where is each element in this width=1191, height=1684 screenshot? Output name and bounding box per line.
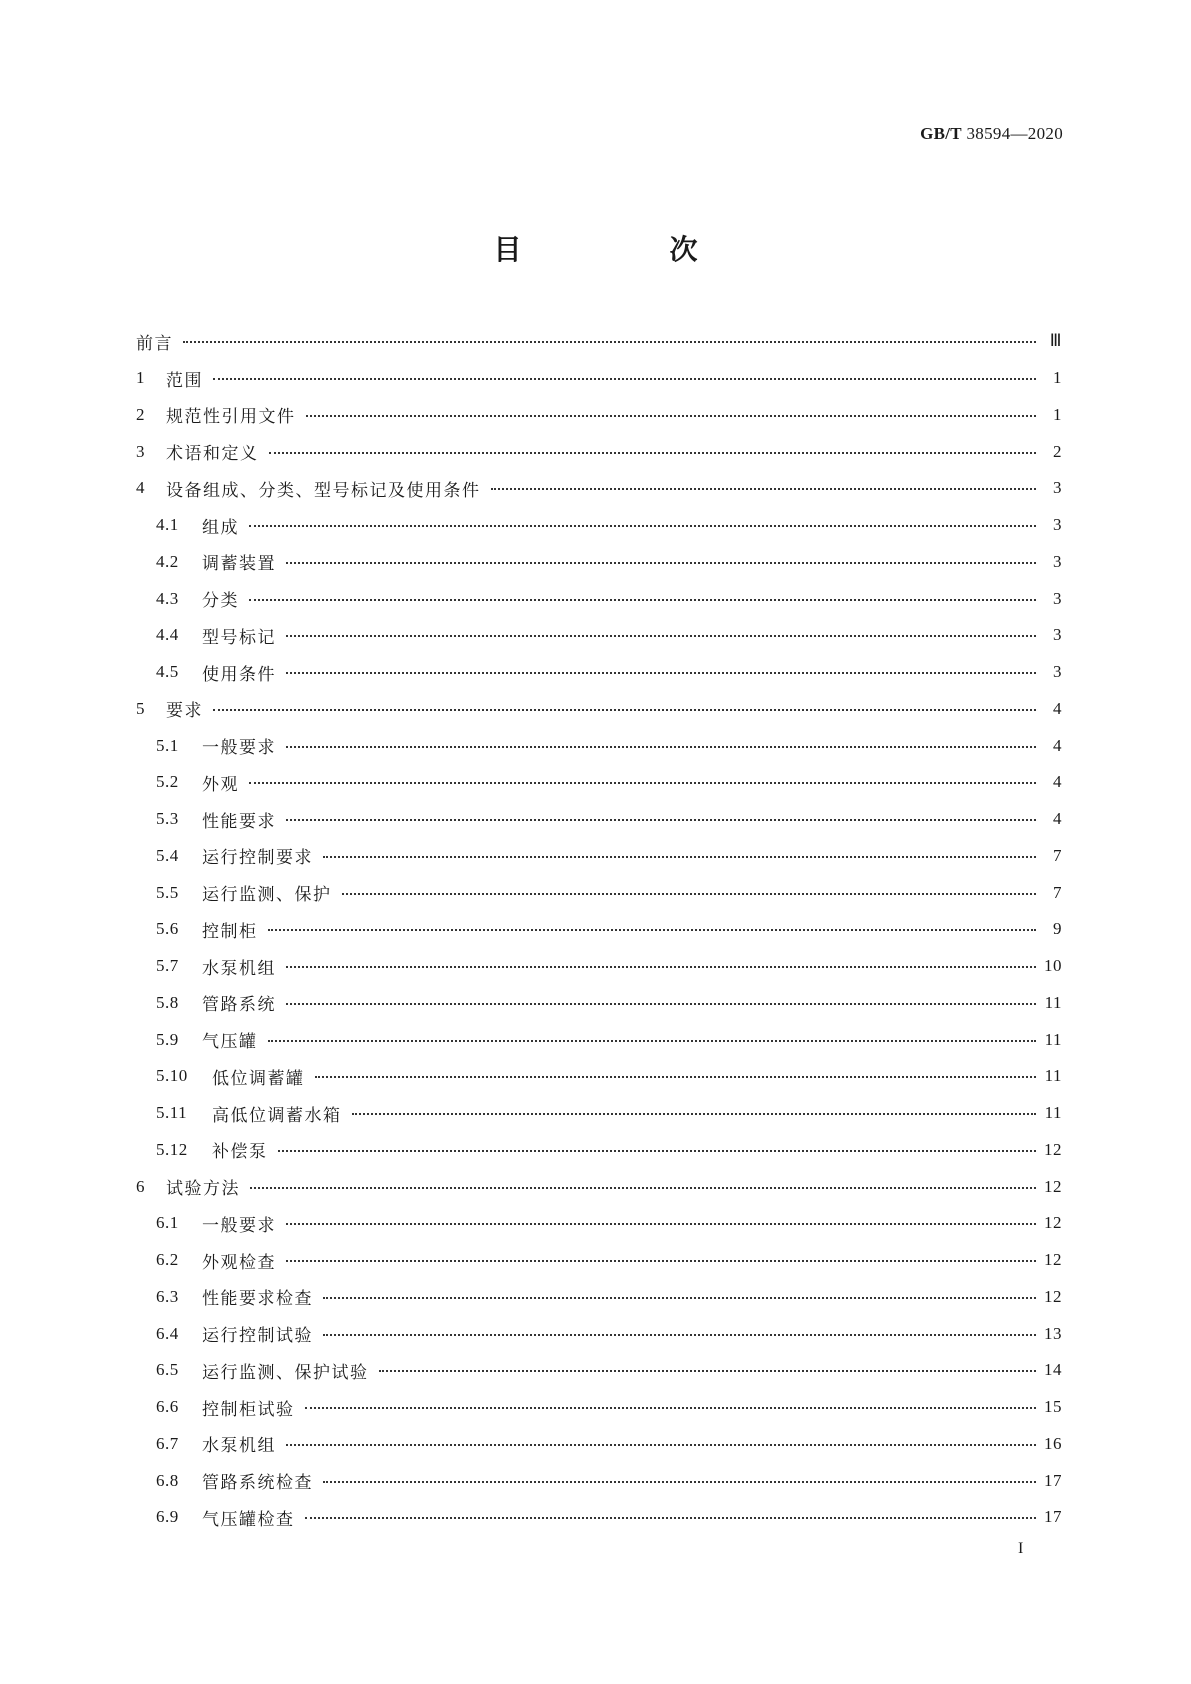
toc-entry[interactable] [136, 1499, 1062, 1536]
toc-entry[interactable] [136, 544, 1062, 581]
dot-leader [268, 1040, 1037, 1042]
toc-entry-title: 运行监测、保护试验 [202, 1362, 369, 1383]
toc-entry-page: 12 [1044, 1286, 1062, 1306]
dot-leader [323, 856, 1036, 858]
toc-entry[interactable] [136, 1132, 1062, 1169]
toc-entry-page: 10 [1044, 956, 1062, 976]
dot-leader [286, 966, 1036, 968]
toc-entry-page: 1 [1053, 404, 1062, 424]
toc-entry-title: 水泵机组 [202, 958, 276, 979]
toc-entry-page: 3 [1053, 588, 1062, 608]
dot-leader [305, 1517, 1037, 1519]
standard-code [920, 124, 1063, 144]
toc-entry-page: 11 [1044, 992, 1062, 1012]
toc-entry-number: 4.2 [156, 551, 179, 571]
toc-entry-number: 5.12 [156, 1139, 188, 1159]
toc-entry-title: 一般要求 [202, 738, 276, 759]
toc-entry-title: 分类 [202, 591, 239, 612]
toc-entry-number: 6.3 [156, 1286, 179, 1306]
toc-entry[interactable] [136, 470, 1062, 507]
toc-entry-title: 外观检查 [202, 1252, 276, 1273]
dot-leader [323, 1334, 1036, 1336]
toc-entry-title: 使用条件 [202, 664, 276, 685]
toc-entry-number: 6.7 [156, 1433, 179, 1453]
page-number: I [1018, 1540, 1024, 1557]
toc-entry-number: 5.10 [156, 1066, 188, 1086]
toc-entry-title: 运行监测、保护 [202, 885, 332, 906]
toc-entry-page: 17 [1044, 1470, 1062, 1490]
toc-entry-number: 3 [136, 441, 145, 461]
toc-entry-number: 5.9 [156, 1029, 179, 1049]
toc-entry-title: 组成 [202, 517, 239, 538]
dot-leader [323, 1297, 1036, 1299]
toc-entry-title: 规范性引用文件 [166, 407, 296, 428]
standard-code-number: 38594—2020 [966, 124, 1063, 143]
dot-leader [268, 929, 1037, 931]
toc-entry-title: 要求 [166, 701, 203, 722]
toc-entry-title: 控制柜试验 [202, 1399, 295, 1420]
toc-entry-number: 4.3 [156, 588, 179, 608]
toc-entry-number: 5.5 [156, 882, 179, 902]
dot-leader [286, 746, 1036, 748]
dot-leader [342, 893, 1037, 895]
dot-leader [286, 562, 1036, 564]
dot-leader [306, 415, 1037, 417]
toc-entry[interactable] [136, 691, 1062, 728]
toc-entry-page: 11 [1044, 1103, 1062, 1123]
toc-entry-title: 控制柜 [202, 921, 258, 942]
toc-entry-page: 4 [1053, 809, 1062, 829]
toc-entry-number: 4.4 [156, 625, 179, 645]
toc-entry-title: 高低位调蓄水箱 [212, 1105, 342, 1126]
toc-entry-number: 5.6 [156, 919, 179, 939]
toc-entry[interactable] [136, 1242, 1062, 1279]
toc-entry-title: 管路系统检查 [202, 1473, 313, 1494]
dot-leader [286, 819, 1036, 821]
toc-entry-number: 5.2 [156, 772, 179, 792]
toc-entry[interactable] [136, 1058, 1062, 1095]
toc-entry-number: 5.4 [156, 845, 179, 865]
toc-entry-title: 运行控制试验 [202, 1326, 313, 1347]
toc-entry[interactable] [136, 1205, 1062, 1242]
toc-entry[interactable] [136, 1426, 1062, 1463]
dot-leader [352, 1113, 1037, 1115]
toc-entry-page: 12 [1044, 1213, 1062, 1233]
toc-entry-number: 6.2 [156, 1250, 179, 1270]
dot-leader [315, 1076, 1037, 1078]
toc-entry-title: 范围 [166, 370, 203, 391]
toc-entry-number: 6.1 [156, 1213, 179, 1233]
toc-entry-page: 12 [1044, 1139, 1062, 1159]
toc-entry-page: 2 [1053, 441, 1062, 461]
toc-entry-page: 3 [1053, 662, 1062, 682]
dot-leader [491, 488, 1037, 490]
toc-entry-title: 前言 [136, 333, 173, 354]
toc-entry-title: 外观 [202, 774, 239, 795]
toc-entry-number: 5.1 [156, 735, 179, 755]
toc-entry-page: 9 [1053, 919, 1062, 939]
toc-entry-page: 4 [1053, 698, 1062, 718]
toc-entry-title: 性能要求检查 [202, 1289, 313, 1310]
dot-leader [286, 1260, 1036, 1262]
toc-entry-title: 运行控制要求 [202, 848, 313, 869]
dot-leader [286, 635, 1036, 637]
toc-entry[interactable] [136, 1095, 1062, 1132]
toc-entry-title: 型号标记 [202, 627, 276, 648]
toc-entry-number: 1 [136, 368, 145, 388]
toc-entry-title: 气压罐 [202, 1032, 258, 1053]
toc-entry[interactable] [136, 874, 1062, 911]
toc-entry-number: 2 [136, 404, 145, 424]
toc-entry-page: 3 [1053, 515, 1062, 535]
toc-entry-title: 低位调蓄罐 [212, 1068, 305, 1089]
toc-entry-number: 6.9 [156, 1507, 179, 1527]
toc-entry[interactable] [136, 948, 1062, 985]
dot-leader [213, 378, 1036, 380]
toc-entry[interactable] [136, 1352, 1062, 1389]
dot-leader [249, 599, 1036, 601]
toc-entry-title: 设备组成、分类、型号标记及使用条件 [166, 480, 481, 501]
toc-entry-page: 4 [1053, 772, 1062, 792]
page-title: 目 次 [493, 233, 758, 266]
toc-entry[interactable] [136, 911, 1062, 948]
toc-entry-number: 6.6 [156, 1397, 179, 1417]
dot-leader [183, 341, 1036, 343]
toc-entry-title: 试验方法 [166, 1179, 240, 1200]
dot-leader [286, 1223, 1036, 1225]
toc-entry-number: 5.3 [156, 809, 179, 829]
toc-entry[interactable] [136, 580, 1062, 617]
toc-entry-title: 调蓄装置 [202, 554, 276, 575]
toc-entry[interactable] [136, 801, 1062, 838]
toc-entry[interactable] [136, 1315, 1062, 1352]
toc-entry-number: 6.5 [156, 1360, 179, 1380]
toc-entry[interactable] [136, 1462, 1062, 1499]
toc-entry-page: 4 [1053, 735, 1062, 755]
toc-entry-page: Ⅲ [1049, 331, 1062, 351]
toc-entry-page: 3 [1053, 478, 1062, 498]
toc-entry-title: 管路系统 [202, 995, 276, 1016]
toc-entry-title: 性能要求 [202, 811, 276, 832]
toc-entry[interactable] [136, 985, 1062, 1022]
toc-entry[interactable] [136, 397, 1062, 434]
toc-entry-number: 5.8 [156, 992, 179, 1012]
toc-entry-number: 6.8 [156, 1470, 179, 1490]
toc-entry-page: 15 [1044, 1397, 1062, 1417]
toc-entry[interactable] [136, 433, 1062, 470]
dot-leader [323, 1481, 1036, 1483]
toc-entry-page: 12 [1044, 1250, 1062, 1270]
toc-entry[interactable] [136, 1021, 1062, 1058]
toc-entry-page: 3 [1053, 625, 1062, 645]
standard-code-prefix: GB/T [920, 124, 962, 143]
toc-entry-number: 4.5 [156, 662, 179, 682]
table-of-contents [136, 323, 1062, 1536]
dot-leader [286, 1003, 1036, 1005]
toc-entry-number: 6 [136, 1176, 145, 1196]
toc-entry[interactable] [136, 1168, 1062, 1205]
toc-entry-page: 3 [1053, 551, 1062, 571]
toc-entry[interactable] [136, 1389, 1062, 1426]
toc-entry[interactable] [136, 764, 1062, 801]
toc-entry-number: 5.7 [156, 956, 179, 976]
toc-entry-number: 4.1 [156, 515, 179, 535]
toc-entry-title: 术语和定义 [166, 444, 259, 465]
dot-leader [269, 452, 1037, 454]
toc-entry-page: 14 [1044, 1360, 1062, 1380]
dot-leader [249, 525, 1036, 527]
toc-entry-title: 水泵机组 [202, 1436, 276, 1457]
toc-entry-page: 7 [1053, 845, 1062, 865]
toc-entry[interactable] [136, 360, 1062, 397]
toc-entry-page: 7 [1053, 882, 1062, 902]
toc-entry-title: 一般要求 [202, 1215, 276, 1236]
toc-entry[interactable] [136, 1279, 1062, 1316]
toc-entry[interactable] [136, 727, 1062, 764]
toc-entry[interactable] [136, 617, 1062, 654]
toc-entry-page: 11 [1044, 1029, 1062, 1049]
toc-entry[interactable] [136, 507, 1062, 544]
toc-entry-number: 4 [136, 478, 145, 498]
dot-leader [249, 782, 1036, 784]
toc-entry-number: 5.11 [156, 1103, 188, 1123]
dot-leader [286, 672, 1036, 674]
toc-entry-page: 11 [1044, 1066, 1062, 1086]
toc-entry-page: 17 [1044, 1507, 1062, 1527]
dot-leader [305, 1407, 1037, 1409]
dot-leader [278, 1150, 1037, 1152]
toc-entry-number: 5 [136, 698, 145, 718]
toc-entry[interactable] [136, 838, 1062, 875]
toc-entry-title: 补偿泵 [212, 1142, 268, 1163]
toc-entry-page: 1 [1053, 368, 1062, 388]
dot-leader [250, 1187, 1036, 1189]
toc-entry-page: 13 [1044, 1323, 1062, 1343]
dot-leader [379, 1370, 1037, 1372]
dot-leader [213, 709, 1036, 711]
toc-entry[interactable] [136, 323, 1062, 360]
toc-entry-page: 12 [1044, 1176, 1062, 1196]
dot-leader [286, 1444, 1036, 1446]
toc-entry-title: 气压罐检查 [202, 1509, 295, 1530]
toc-entry[interactable] [136, 654, 1062, 691]
toc-entry-number: 6.4 [156, 1323, 179, 1343]
toc-entry-page: 16 [1044, 1433, 1062, 1453]
